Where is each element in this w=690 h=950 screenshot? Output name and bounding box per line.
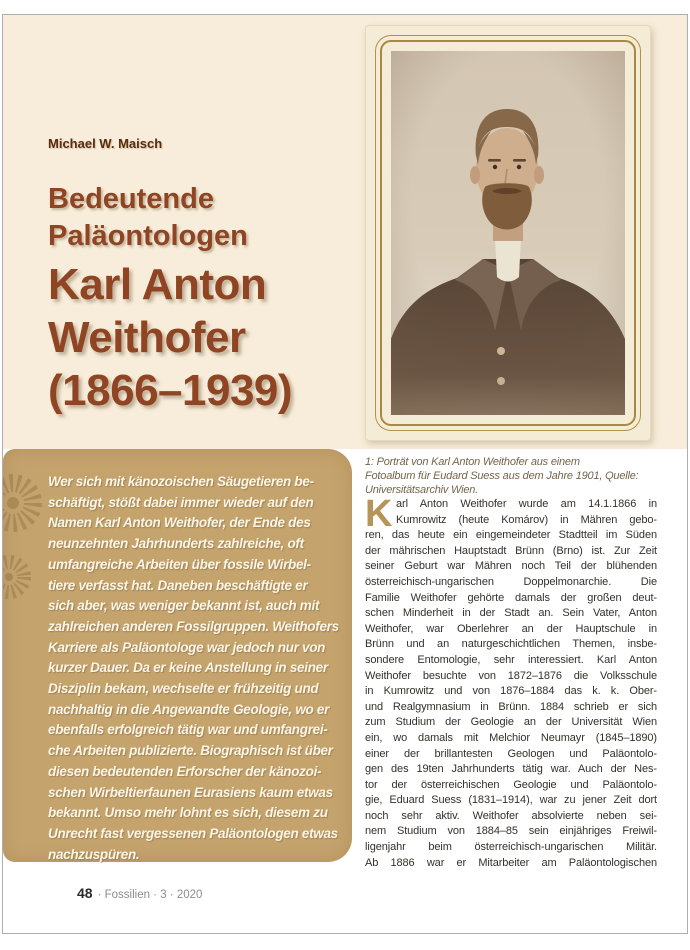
page-number: 48 [77, 885, 93, 901]
text-line: nachhaltig in die Angewandte Geologie, wo er [48, 701, 330, 717]
series-kicker [48, 181, 248, 255]
text-line: kurzer Dauer. Da er keine Anstellung in seiner [48, 660, 328, 676]
text-line: Paläontologen [48, 220, 248, 252]
text-line: Weithofer [48, 313, 246, 362]
text-line: schen Minderheit in der Stadt an. Sein Vater, Anton [365, 607, 657, 620]
text-line: Namen Karl Anton Weithofer, der Ende des [48, 515, 311, 531]
text-line: Wer sich mit känozoischen Säugetieren be- [48, 474, 314, 489]
text-line: Bedeutende [48, 183, 214, 215]
article-text [365, 493, 657, 871]
text-line: einer der brillantesten Geologen und Paläontolo- [365, 747, 657, 760]
text-line: Karl Anton [48, 260, 267, 309]
photo-card [365, 25, 651, 441]
intro-box [3, 449, 352, 862]
text-line: gie, Eduard Suess (1831–1914), war zu jener Zeit dort [365, 794, 657, 807]
text-line: nachzuspüren. [48, 846, 140, 862]
text-line: umfangreiche Arbeiten über fossile Wirbel- [48, 556, 311, 572]
text-line: in Kumrowitz und von 1876–1884 das k. k. Ober- [365, 685, 657, 698]
text-line: diesen bedeutenden Erforscher der känozoi- [48, 763, 322, 779]
text-line: schen Wirbeltierfaunen Eurasiens kaum etwas [48, 784, 333, 800]
text-line: Brünn und an naturgeschichtlichen Themen, insbe- [365, 638, 657, 651]
text-line: Karriere als Paläontologe war jedoch nur von [48, 639, 326, 655]
journal-issue: · Fossilien · 3 · 2020 [97, 889, 203, 901]
page-footer [77, 885, 202, 903]
text-line: gen des 19ten Jahrhunderts tätig war. Auch der Nes- [365, 763, 657, 776]
text-line: arl Anton Weithofer wurde am 14.1.1866 in [396, 498, 657, 510]
text-line: Ab 1886 war er Mitarbeiter am Paläontologischen [365, 856, 657, 869]
text-line: (1866–1939) [48, 366, 293, 415]
text-line: Unrecht fast vergessenen Paläontologen etwas [48, 825, 338, 841]
text-line: bekannt. Umso mehr lohnt es sich, diesem zu [48, 805, 328, 821]
text-line: Fotoalbum für Eudard Suess aus dem Jahre 1901, Quelle: [365, 470, 639, 482]
text-line: ein, wo damals mit Melchior Neumayr (1845–1890) [365, 731, 657, 744]
text-line: zahlreichen anderen Fossilgruppen. Weithofers [48, 618, 339, 634]
text-line: neunzehnten Jahrhunderts zahlreiche, oft [48, 536, 304, 552]
portrait-photo [391, 51, 625, 415]
text-line: zum Studium der Geologie an der Universität Wien [365, 716, 657, 729]
intro-text [3, 449, 352, 865]
text-line: österreichisch-ungarischen Doppelmonarchie. Die [365, 575, 657, 588]
text-line: tor der österreichischen Geologie und Paläontolo- [365, 778, 657, 791]
text-line: Disziplin bekam, wechselte er frühzeitig und [48, 681, 319, 697]
text-line: nem Studium von 1884–85 sein einjähriges Freiwil- [365, 825, 657, 838]
text-line: Weithofer, war Oberlehrer an der Hauptschule in [365, 622, 657, 635]
text-line: Kumrowitz (heute Komárov) in Mähren gebo- [396, 513, 657, 526]
article-title [48, 258, 292, 417]
text-line: ebenfalls erfolgreich tätig war und umfangrei- [48, 722, 328, 738]
text-line: ligenjahr beim österreichisch-ungarischen Militär. [365, 841, 657, 854]
magazine-page [2, 14, 688, 934]
text-line: noch sehr aktiv. Weithofer absolvierte neben sei- [365, 809, 657, 822]
text-line: che Arbeiten publizierte. Biographisch ist über [48, 743, 333, 759]
photo-frame [375, 35, 641, 431]
text-line: ren, das heute ein eingemeindeter Stadtteil im Süden [365, 529, 657, 542]
text-line: sich aber, was weniger bekannt ist, auch mit [48, 598, 320, 614]
text-line: seiner Geburt war Mähren noch Teil der blühenden [365, 560, 657, 573]
author-byline: Michael W. Maisch [48, 136, 163, 151]
text-line: der mährischen Hauptstadt Brünn (Brno) ist. Zur Zeit [365, 544, 657, 557]
text-line: und Realgymnasium in Brünn. 1884 schrieb er sich [365, 700, 657, 713]
text-line: sondere Entomologie, sehr interessiert. Karl Anton [365, 653, 657, 666]
text-line: schäftigt, stößt dabei immer wieder auf den [48, 494, 314, 510]
text-line: 1: Porträt von Karl Anton Weithofer aus einem [365, 456, 580, 468]
text-line: Familie Weithofer gehörte damals der großen deut- [365, 591, 657, 604]
article-body [365, 493, 657, 871]
text-line: Weithofer besuchte von 1872–1876 die Volksschule [365, 669, 657, 682]
drop-cap: K [365, 493, 393, 535]
photo-frame-inner [380, 40, 636, 426]
text-line: Universitätsarchiv Wien. [365, 484, 479, 496]
text-line: tiere verfasst hat. Daneben beschäftigte er [48, 577, 308, 593]
photo-caption [365, 455, 665, 497]
